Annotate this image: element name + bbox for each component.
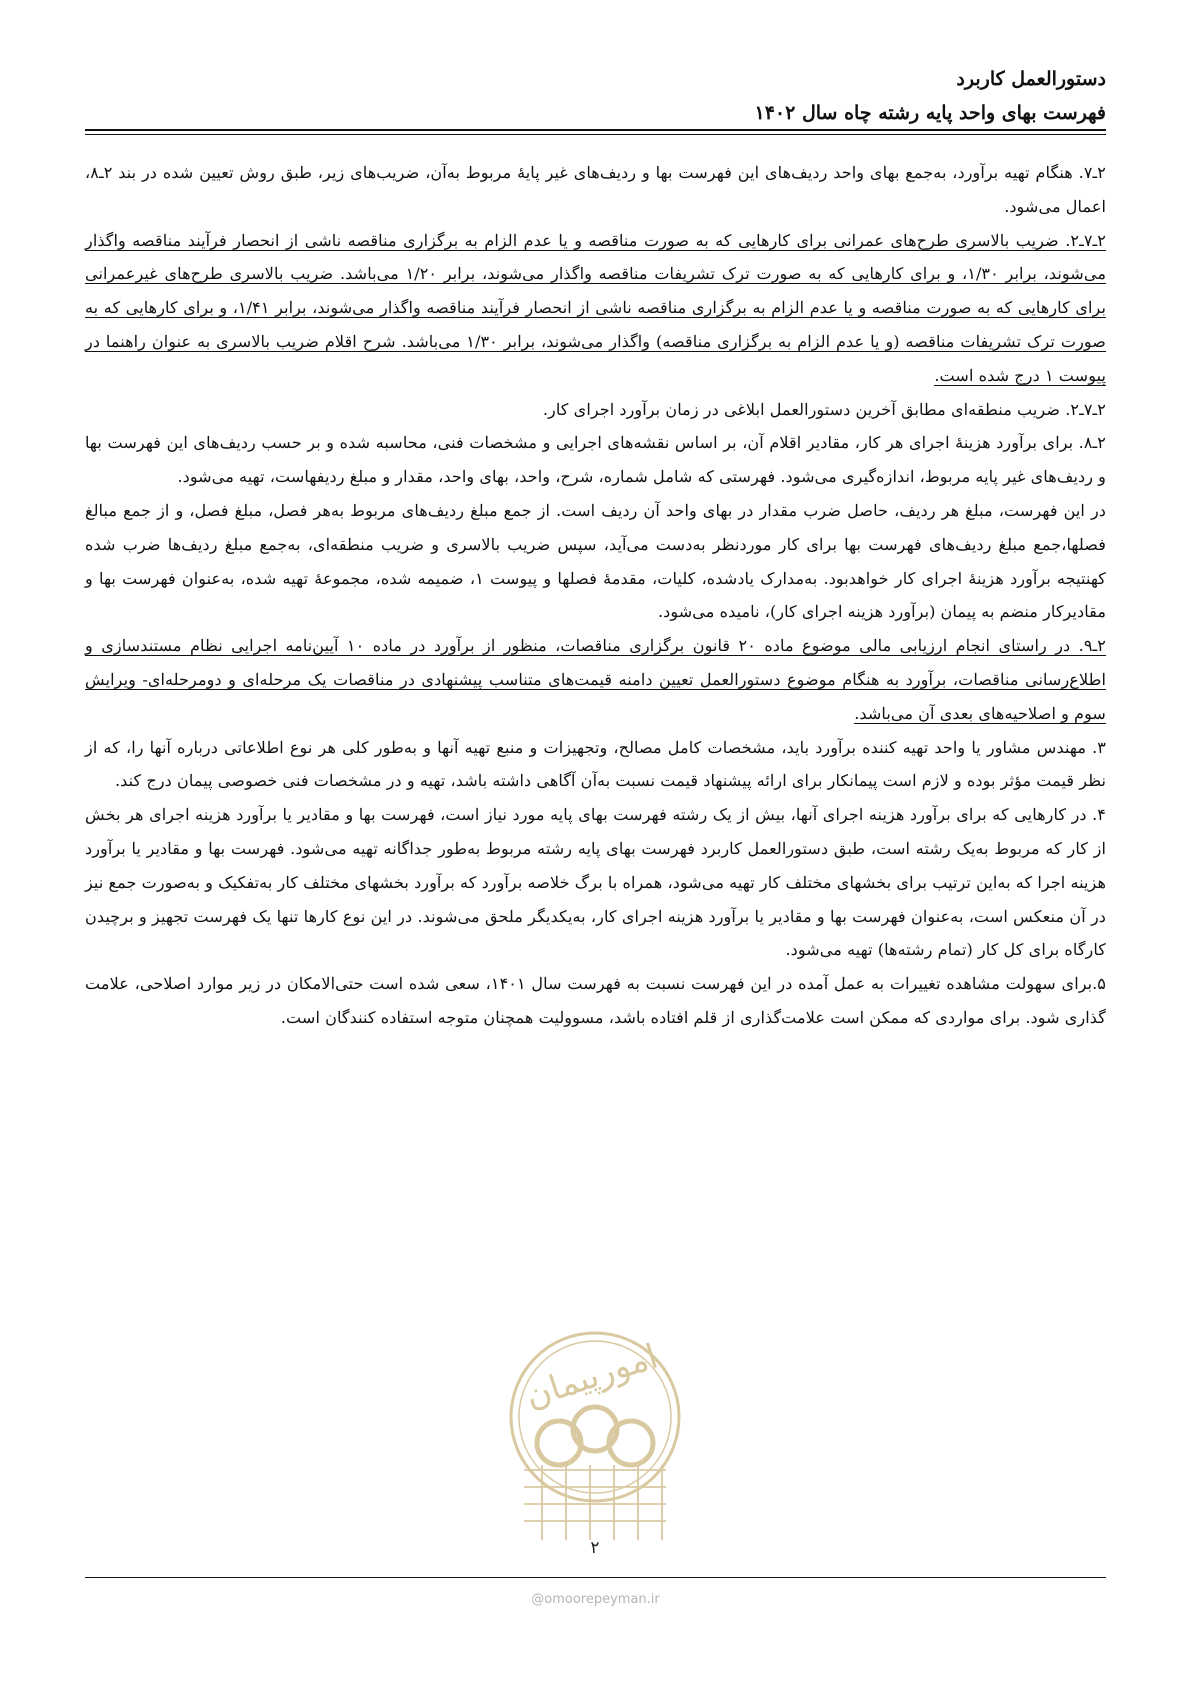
paragraph-2-7-2-regional: ۲ـ۷ـ۲. ضریب منطقه‌ای مطابق آخرین دستورالعمل ابلاغی در زمان برآورد اجرای کار. <box>542 399 1106 419</box>
watermark-text: امورپیمان <box>520 1336 663 1417</box>
paragraph-3: ۳. مهندس مشاور یا واحد تهیه کننده برآورد باید، مشخصات کامل مصالح، وتجهیزات و منبع تهیه آنها و به‌طور کلی هر نوع اطلاعاتی درباره آنها را، که از نظر قیمت مؤثر بوده و لازم است پیمانکار برای ارائه پیشنهاد قیمت نسبت به‌آن آگاهی داشته باشد، تهیه و در مشخصات فنی خصوصی پیمان درج کند. <box>85 737 1106 791</box>
watermark-logo <box>504 1325 686 1555</box>
header-subtitle: فهرست بهای واحد پایه رشته چاه سال ۱۴۰۲ <box>754 102 1106 124</box>
paragraph-2-7-2-overhead <box>85 224 1106 393</box>
paragraph-5: ۵.برای سهولت مشاهده تغییرات به عمل آمده در این فهرست نسبت به فهرست سال ۱۴۰۱، سعی شده است حتی‌الامکان در زیر موارد اصلاحی، علامت گذاری شود. برای مواردی که ممکن است علامت‌گذاری از قلم افتاده باشد، مسوولیت همچنان متوجه استفاده کنندگان است. <box>85 974 1106 1027</box>
header-title: دستورالعمل کاربرد <box>956 68 1106 90</box>
underlined-revision: ۲ـ۷ـ۲. ضریب بالاسری طرح‌های عمرانی برای کارهایی که به صورت مناقصه و یا عدم الزام به برگزاری مناقصه ناشی از انحصار فرآیند مناقصه واگذار می‌شوند، برابر ۱/۳۰، و برای کارهایی که به صورت ترک تشریفات مناقصه واگذار می‌شوند، برابر ۱/۲۰ می‌باشد. ضریب بالاسری طرح‌های غیرعمرانی برای کارهایی که به صورت مناقصه و یا عدم الزام به برگزاری مناقصه ناشی از انحصار فرآیند مناقصه واگذار می‌شوند، برابر ۱/۴۱، و برای کارهایی که به صورت ترک تشریفات مناقصه (و یا عدم الزام به برگزاری مناقصه) واگذار می‌شوند، برابر ۱/۳۰ می‌باشد. شرح اقلام ضریب بالاسری به عنوان راهنما در پیوست ۱ درج شده است. <box>85 230 1106 385</box>
paragraph-2-8: ۲ـ۸. برای برآورد هزینهٔ اجرای هر کار، مقادیر اقلام آن، بر اساس نقشه‌های اجرایی و مشخصات فنی، محاسبه شده و بر حسب ردیف‌های این فهرست بها و ردیف‌های غیر پایه مربوط، اندازه‌گیری می‌شود. فهرستی که شامل شماره، شرح، واحد، بهای واحد، مقدار و مبلغ ردیفهاست، تهیه می‌شود. <box>85 433 1106 487</box>
page-header <box>85 62 1106 130</box>
underlined-revision: ۲ـ۹. در راستای انجام ارزیابی مالی موضوع ماده ۲۰ قانون برگزاری مناقصات، منظور از برآورد در ماده ۱۰ آیین‌نامه اجرایی نظام مستندسازی و اطلاع‌رسانی مناقصات، برآورد به هنگام موضوع دستورالعمل تعیین دامنه قیمت‌های متناسب پیشنهادی در مناقصات یک مرحله‌ای و دومرحله‌ای- ویرایش سوم و اصلاحیه‌های بعدی آن می‌باشد. <box>85 636 1106 723</box>
footer-rule <box>85 1577 1106 1578</box>
document-body <box>85 156 1106 1035</box>
header-rule-thick <box>85 129 1106 131</box>
paragraph-4: ۴. در کارهایی که برای برآورد هزینه اجرای آنها، بیش از یک رشته فهرست بهای پایه مورد نیاز است، فهرست بها و مقادیر یا برآورد هزینه اجرای هر بخش از کار که مربوط به‌یک رشته است، طبق دستورالعمل کاربرد فهرست بهای پایه رشته مربوط به‌طور جداگانه تهیه می‌شود. فهرست بها و مقادیر یا برآورد هزینه اجرا که به‌این ترتیب برای بخشهای مختلف کار تهیه می‌شود، همراه با برگ خلاصه برآورد که برآورد بخشهای مختلف کار به‌تفکیک و به‌صورت جمع نیز در آن منعکس است، به‌عنوان فهرست بها و مقادیر یا برآورد هزینه اجرای کار، به‌یکدیگر ملحق می‌شوند. در این نوع کارها تنها یک فهرست تجهیز و برچیدن کارگاه برای کل کار (تمام رشته‌ها) تهیه می‌شود. <box>85 805 1106 960</box>
header-rule-thin <box>85 134 1106 135</box>
paragraph-2-9 <box>85 629 1106 730</box>
footer-site-watermark: @omoorepeyman.ir <box>531 1592 660 1607</box>
gear-icon <box>609 1421 653 1465</box>
page-number: ۲ <box>590 1538 600 1558</box>
paragraph-2-7: ۲ـ۷. هنگام تهیه برآورد، به‌جمع بهای واحد ردیف‌های این فهرست بها و ردیف‌های غیر پایهٔ مربوط به‌آن، ضریب‌های زیر، طبق روش تعیین شده در بند ۲ـ۸، اعمال می‌شود. <box>85 163 1106 216</box>
paragraph-2-8-cont: در این فهرست، مبلغ هر ردیف، حاصل ضرب مقدار در بهای واحد آن ردیف است. از جمع مبلغ ردیف‌های مربوط به‌هر فصل، مبلغ فصل، و از جمع مبالغ فصلها،جمع مبلغ ردیف‌های فهرست بها برای کار موردنظر به‌دست می‌آید، سپس ضریب بالاسری و ضریب منطقه‌ای، به‌جمع مبلغ ردیف‌ها ضرب شده کهنتیجه برآورد هزینهٔ اجرای کار خواهدبود. به‌مدارک یادشده، کلیات، مقدمهٔ فصلها و پیوست ۱، ضمیمه شده، مجموعهٔ تهیه شده، به‌عنوان فهرست بها و مقادیرکار منضم به پیمان (برآورد هزینه اجرای کار)، نامیده می‌شود. <box>85 500 1106 622</box>
